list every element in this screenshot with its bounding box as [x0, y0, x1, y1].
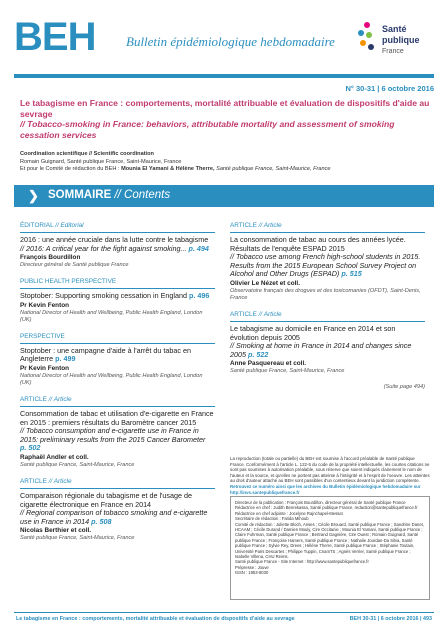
- page-reference[interactable]: p. 496: [189, 291, 210, 301]
- article-author: Anne Pasquereau et coll.: [230, 360, 307, 368]
- article-title-en: [230, 342, 425, 359]
- toc-entry[interactable]: [20, 478, 215, 542]
- section-name-en: // Article: [48, 477, 72, 485]
- section-name: ARTICLE: [20, 395, 47, 403]
- header-rule: [14, 74, 434, 78]
- article-author: François Bourdillon: [20, 254, 81, 262]
- chevron-right-icon: ❯: [28, 188, 39, 203]
- coordination-line2: [20, 166, 430, 174]
- author-affiliation: Santé publique France, Saint-Maurice, France: [20, 535, 135, 542]
- section-name-en: // Article: [258, 222, 282, 229]
- issue-number: N° 30-31 | 6 octobre 2016: [345, 84, 434, 93]
- article-title-en-text: // 2016: A critical year for the fight against smoking...: [20, 243, 187, 253]
- subscribe-link[interactable]: Retrouvez ce numéro ainsi que les archives du Bulletin épidémiologique hebdomadaire sur http://invs.santepubliquefrance.fr: [230, 483, 421, 495]
- author-affiliation: Santé publique France, Saint-Maurice, France: [20, 461, 135, 468]
- copyright-notice: [230, 456, 430, 495]
- page-reference[interactable]: p. 494: [188, 243, 209, 253]
- sommaire-title: [48, 189, 170, 201]
- title-english: // Tobacco-smoking in France: behaviors, attributable mortality and assessment of smoking cessation services: [20, 119, 395, 140]
- footer-title: Le tabagisme en France : comportements, mortalité attribuable et évaluation de dispositifs d'aide au sevrage: [16, 616, 295, 622]
- article-title-en: [20, 245, 215, 254]
- article-title-en: [20, 509, 215, 526]
- coordination-block: [20, 151, 430, 174]
- article-author: Pr Kevin Fenton: [20, 364, 70, 372]
- toc-entry[interactable]: [20, 396, 215, 469]
- author-affiliation: Directeur général de Santé publique France: [20, 262, 129, 269]
- page-footer: [14, 612, 434, 624]
- section-label: [20, 478, 215, 489]
- author-affiliation: Observatoire français des drogues et des toxicomanies (OFDT), Saint-Denis, France: [230, 287, 421, 301]
- article-title: La consommation de tabac au cours des années lycée. Résultats de l'enquête ESPAD 2015: [230, 235, 406, 253]
- section-name-en: // Article: [48, 395, 72, 403]
- article-title-en-text: // Smoking at home in France in 2014 and changes since 2005: [230, 341, 412, 359]
- article-title: Consommation de tabac et utilisation d'e-cigarette en France en 2015 : premiers résultats du Baromètre cancer 2015: [20, 408, 214, 427]
- partner-name: Santé publique: [382, 24, 420, 45]
- page-reference[interactable]: p. 522: [248, 349, 269, 359]
- coordination-line2-prefix: Et pour le Comité de rédaction du BEH :: [20, 166, 120, 172]
- section-label: [230, 311, 425, 322]
- article-author: Raphaël Andler et coll.: [20, 453, 89, 461]
- article-author: Pr Kevin Fenton: [20, 301, 70, 309]
- article-title-text: Stoptober: Supporting smoking cessation in England: [20, 291, 188, 301]
- coordination-label: Coordination scientifique // Scientific coordination: [20, 151, 154, 157]
- section-label: [20, 222, 215, 233]
- footer-page-info: BEH 30-31 | 6 octobre 2016 | 493: [349, 616, 432, 622]
- section-name: ARTICLE: [20, 477, 47, 485]
- section-name-en: // Editorial: [55, 222, 84, 229]
- colophon-line: Rédactrice en chef adjointe : Jocelyne Rajnchapel-Messaï: [235, 510, 343, 516]
- page-reference[interactable]: p. 508: [91, 516, 112, 526]
- colophon-line: Comité de rédaction : Juliette Bloch, Anses ; Cécile Brouard, Santé publique France ; Sandrine Danet, HCAAM ; Cécile Durand / Damien Mouly, Cire Occitanie ; Mounia El Yamani, Santé publique France ; Claire Fuhrman, Santé publique France ; Bertrand Gagnière, Cire Ouest ; Romain Guignard, Santé publique France ; Françoise Hamers, Santé publique France ; Nathalie Jourdan-Da Silva, Santé publique France ; Sylvie Rey, Drees ; Hélène Therre, Santé publique France ; Stéphanie Toutain, Université Paris Descartes ; Philippe Tuppin, CnamTS ; Agnès Verrier, Santé publique France ; Isabelle Villena, CHU Reims.: [235, 521, 425, 560]
- coordination-line2-names: Mounia El Yamani & Hélène Therre,: [121, 166, 215, 172]
- continued-note: (Suite page 494): [383, 384, 425, 391]
- colophon-line: Rédactrice en chef : Judith Benrekassa, Santé publique France, redaction@santepubliquefrance.fr: [235, 505, 418, 511]
- sante-publique-dots-icon: [358, 22, 378, 52]
- toc-entry[interactable]: [20, 278, 215, 324]
- article-title: Comparaison régionale du tabagisme et de l'usage de cigarette électronique en France en 2014: [20, 490, 192, 509]
- section-label: [230, 222, 425, 233]
- sommaire-banner: [14, 185, 434, 207]
- toc-entry[interactable]: [230, 311, 425, 375]
- section-name: ÉDITORIAL: [20, 222, 54, 229]
- colophon-line[interactable]: Santé publique France - Site Internet : http://www.santepubliquefrance.fr: [235, 559, 369, 565]
- colophon-line: Secrétaire de rédaction : Farida Mihoub: [235, 516, 309, 522]
- beh-logo[interactable]: BEH: [14, 15, 96, 59]
- masthead: [14, 14, 434, 64]
- colophon-box: [230, 496, 430, 600]
- contents-right-column: [230, 222, 425, 390]
- toc-entry[interactable]: [230, 222, 425, 302]
- sante-publique-logo[interactable]: [358, 20, 428, 60]
- article-author: Olivier Le Nézet et coll.: [230, 279, 300, 287]
- article-title-en: [230, 253, 425, 279]
- copyright-text: La reproduction (totale ou partielle) du BEH est soumise à l'accord préalable de Santé publique France. Conformément à l'article L. 122-5 du code de la propriété intellectuelle, les courtes citations ne sont pas soumises à autorisation préalable, sous réserve que soient indiqués clairement le nom de l'auteur et la source, et qu'elles ne portent pas atteinte à l'intégrité et à l'esprit de l'oeuvre. Les atteintes au droit d'auteur attaché au BEH sont passibles d'un contentieux devant la juridiction compétente.: [230, 456, 430, 484]
- section-name-en: // Article: [258, 310, 282, 318]
- article-title: 2016 : une année cruciale dans la lutte contre le tabagisme: [20, 235, 209, 244]
- section-label: [20, 396, 215, 407]
- article-title-text: Stoptober : une campagne d'aide à l'arrêt du tabac en Angleterre: [20, 345, 191, 364]
- section-label: PUBLIC HEALTH PERSPECTIVE: [20, 278, 215, 289]
- issue-title: [20, 98, 430, 140]
- article-title-en: [20, 427, 215, 453]
- article-title-en-text: // Tobacco consumption and e-cigarette use in France in 2015: preliminary results from the 2015 Cancer Barometer: [20, 426, 206, 444]
- journal-subtitle: Bulletin épidémiologique hebdomadaire: [126, 34, 335, 49]
- article-title: Le tabagisme au domicile en France en 2014 et son évolution depuis 2005: [230, 323, 396, 342]
- section-label: PERSPECTIVE: [20, 333, 215, 344]
- partner-country: France: [382, 48, 404, 55]
- coordination-line2-suffix: Santé publique France, Saint-Maurice, France: [216, 166, 331, 172]
- article-title: [20, 292, 215, 301]
- article-title-en-text: // Regional comparison of tobacco smoking and e-cigarette use in France in 2014: [20, 508, 208, 526]
- coordination-line1: Romain Guignard, Santé publique France, Saint-Maurice, France: [20, 158, 182, 165]
- article-title: [20, 347, 215, 364]
- toc-entry[interactable]: [20, 222, 215, 269]
- author-affiliation: National Director of Health and Wellbeing, Public Health England, London (UK): [20, 309, 203, 323]
- sommaire-label: SOMMAIRE: [48, 189, 112, 201]
- colophon-line: ISSN : 1953-8030: [235, 570, 269, 576]
- contents-left-column: [20, 222, 215, 551]
- sommaire-label-en: // Contents: [114, 189, 171, 201]
- colophon-line: Directeur de la publication : François Bourdillon, directeur général de Santé publique France: [235, 500, 406, 505]
- title-french: Le tabagisme en France : comportements, mortalité attribuable et évaluation de dispositifs d'aide au sevrage: [20, 98, 430, 119]
- author-affiliation: Santé publique France, Saint-Maurice, France: [230, 368, 345, 375]
- toc-entry[interactable]: [20, 333, 215, 387]
- page-reference[interactable]: p. 499: [55, 354, 76, 364]
- section-name: ARTICLE: [230, 222, 257, 229]
- page-reference[interactable]: p. 502: [20, 443, 41, 453]
- article-title-en-text: // Tobacco use among French high-school students in 2015. Results from the 2015 European School Survey Project on Alcohol and Other Drugs (ESPAD): [230, 252, 421, 279]
- page-reference[interactable]: p. 515: [341, 269, 362, 279]
- sante-publique-wordmark: [382, 24, 428, 57]
- colophon-line: Prépresse : Jouve: [235, 564, 269, 570]
- article-author: Nicolas Berthier et coll.: [20, 527, 92, 535]
- author-affiliation: National Director of Health and Wellbeing, Public Health England, London (UK): [20, 372, 203, 386]
- section-name: ARTICLE: [230, 310, 257, 318]
